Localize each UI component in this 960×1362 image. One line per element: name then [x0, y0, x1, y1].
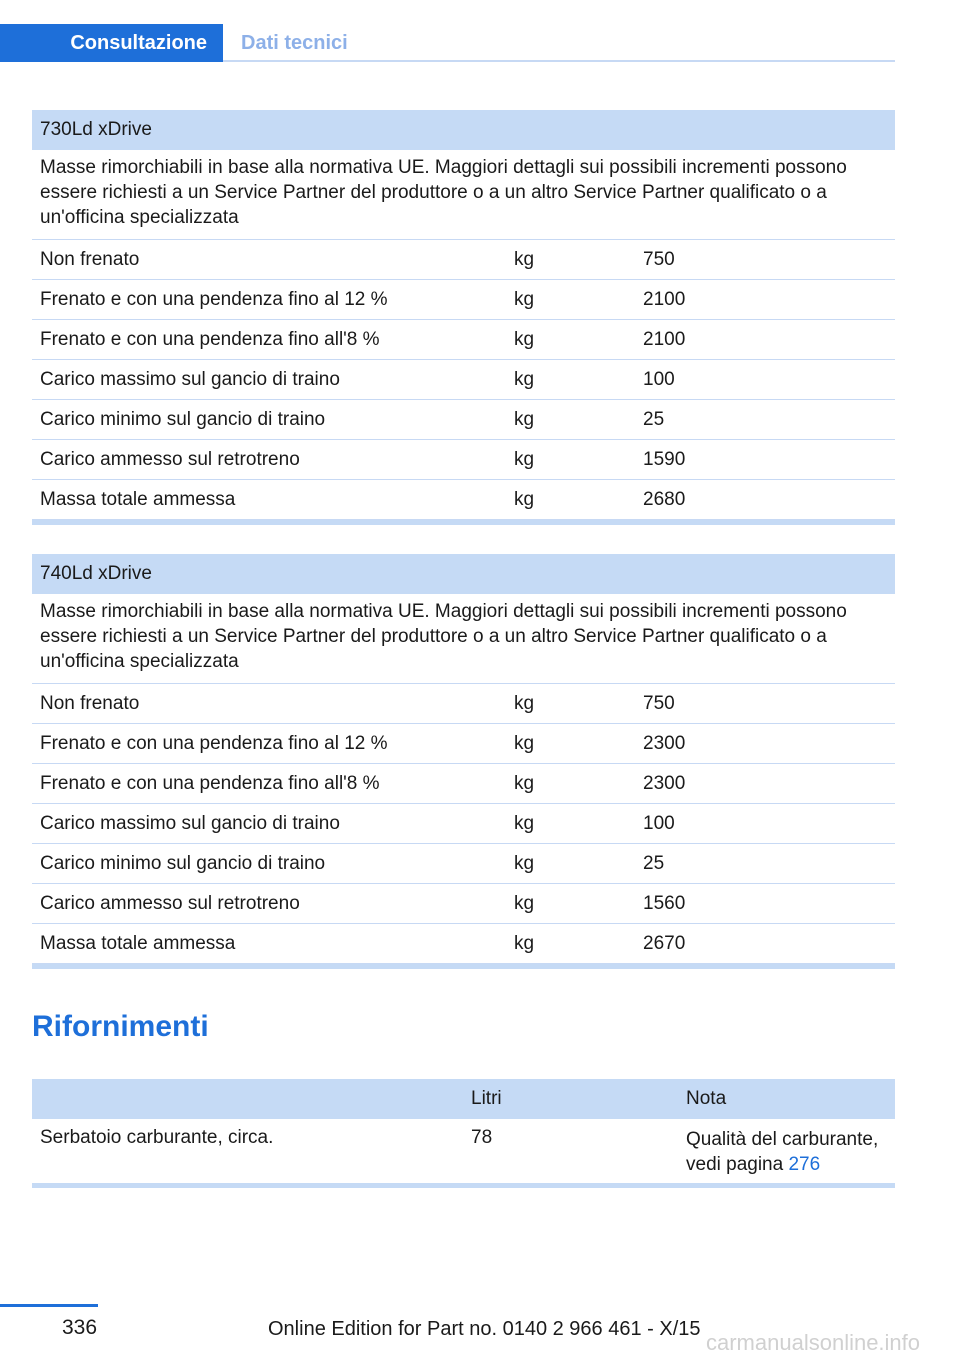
row-value: 100 — [643, 813, 675, 834]
column-header-litri: Litri — [471, 1088, 502, 1109]
table-end-rule — [32, 964, 895, 969]
spec-table-title: 740Ld xDrive — [32, 554, 895, 594]
row-value: 2670 — [643, 933, 686, 954]
table-row — [32, 924, 895, 964]
row-label: Massa totale ammessa — [40, 933, 236, 954]
row-unit: kg — [514, 893, 535, 914]
table-row — [32, 724, 895, 764]
watermark: carmanualsonline.info — [706, 1330, 921, 1355]
row-unit: kg — [514, 449, 535, 470]
tab-dati-tecnici[interactable]: Dati tecnici — [241, 32, 348, 54]
row-label: Carico massimo sul gancio di traino — [40, 369, 340, 390]
table-row — [32, 440, 895, 480]
row-label: Carico minimo sul gancio di traino — [40, 409, 326, 430]
refuel-table-header — [32, 1079, 895, 1119]
row-unit: kg — [514, 853, 535, 874]
row-label: Carico ammesso sul retrotreno — [40, 893, 300, 914]
tab-underline — [223, 60, 895, 62]
row-value: 2100 — [643, 329, 686, 350]
row-value: 2300 — [643, 733, 686, 754]
note-text: vedi pagina — [686, 1154, 784, 1175]
note-text: Qualità del carburante, — [686, 1129, 879, 1150]
row-label: Non frenato — [40, 693, 140, 714]
table-row — [32, 240, 895, 280]
row-unit: kg — [514, 773, 535, 794]
spec-table-description: Masse rimorchiabili in base alla normativa UE. Maggiori dettagli sui possibili incrementi possono essere richiesti a un Service Partner del produttore o a un altro Service Partner qualificato o a un'officina specializzata — [32, 594, 895, 684]
row-unit: kg — [514, 489, 535, 510]
table-row — [32, 360, 895, 400]
row-label: Non frenato — [40, 249, 140, 270]
row-unit: kg — [514, 369, 535, 390]
refuel-table — [32, 1079, 895, 1188]
page-reference-link[interactable]: 276 — [788, 1154, 821, 1175]
table-row — [32, 280, 895, 320]
row-value: 750 — [643, 693, 675, 714]
row-label: Frenato e con una pendenza fino al 12 % — [40, 289, 388, 310]
section-heading-rifornimenti: Rifornimenti — [32, 1010, 209, 1043]
row-litri-value: 78 — [471, 1127, 493, 1148]
row-unit: kg — [514, 813, 535, 834]
row-value: 2680 — [643, 489, 686, 510]
row-unit: kg — [514, 693, 535, 714]
row-value: 100 — [643, 369, 675, 390]
table-end-rule — [32, 520, 895, 525]
spec-table-title: 730Ld xDrive — [32, 110, 895, 150]
page-number-rule — [0, 1304, 98, 1307]
row-value: 750 — [643, 249, 675, 270]
top-tab-bar — [0, 24, 895, 62]
row-label: Massa totale ammessa — [40, 489, 236, 510]
table-row — [32, 844, 895, 884]
table-row — [32, 1119, 895, 1183]
row-note — [686, 1127, 878, 1177]
edition-footer: Online Edition for Part no. 0140 2 966 461 - X/15 — [268, 1318, 701, 1340]
row-unit: kg — [514, 733, 535, 754]
row-label: Serbatoio carburante, circa. — [40, 1127, 274, 1148]
row-label: Frenato e con una pendenza fino all'8 % — [40, 329, 380, 350]
table-end-rule — [32, 1183, 895, 1188]
row-unit: kg — [514, 933, 535, 954]
row-value: 25 — [643, 853, 665, 874]
row-unit: kg — [514, 329, 535, 350]
table-row — [32, 764, 895, 804]
spec-table-740ld — [32, 554, 895, 969]
row-value: 25 — [643, 409, 665, 430]
row-unit: kg — [514, 289, 535, 310]
column-header-nota: Nota — [686, 1088, 727, 1109]
row-value: 2100 — [643, 289, 686, 310]
row-unit: kg — [514, 409, 535, 430]
row-label: Carico minimo sul gancio di traino — [40, 853, 326, 874]
table-row — [32, 400, 895, 440]
row-value: 2300 — [643, 773, 686, 794]
table-row — [32, 804, 895, 844]
row-label: Carico massimo sul gancio di traino — [40, 813, 340, 834]
table-row — [32, 884, 895, 924]
row-label: Frenato e con una pendenza fino all'8 % — [40, 773, 380, 794]
spec-table-description: Masse rimorchiabili in base alla normativa UE. Maggiori dettagli sui possibili incrementi possono essere richiesti a un Service Partner del produttore o a un altro Service Partner qualificato o a un'officina specializzata — [32, 150, 895, 240]
row-unit: kg — [514, 249, 535, 270]
page-number: 336 — [62, 1316, 98, 1339]
spec-table-730ld — [32, 110, 895, 525]
table-row — [32, 480, 895, 520]
row-label: Frenato e con una pendenza fino al 12 % — [40, 733, 388, 754]
table-row — [32, 684, 895, 724]
row-value: 1560 — [643, 893, 686, 914]
tab-consultazione[interactable]: Consultazione — [0, 24, 223, 62]
row-value: 1590 — [643, 449, 686, 470]
table-row — [32, 320, 895, 360]
row-label: Carico ammesso sul retrotreno — [40, 449, 300, 470]
